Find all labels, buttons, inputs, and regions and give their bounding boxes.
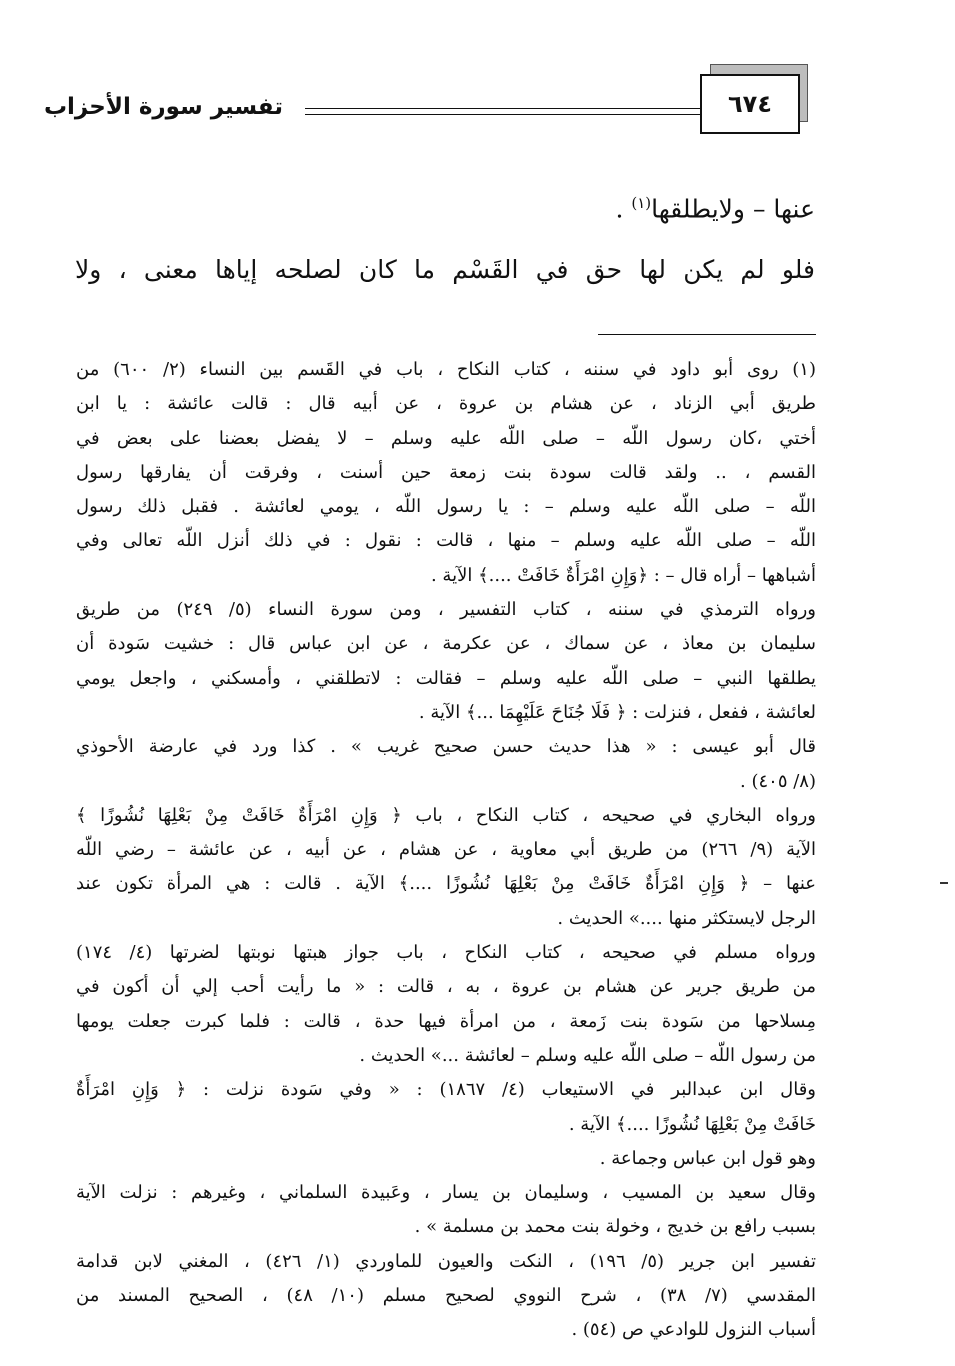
footnote-line: تفسير ابن جرير (٥/ ١٩٦) ، النكت والعيون للماوردي (١/ ٤٢٦) ، المغني لابن قدامة: [76, 1250, 816, 1272]
body-line-2: فلو لم يكن لها حق في القَسْم ما كان لصلحه إياها معنى ، ولا: [75, 255, 815, 284]
footnote-line: أختي ،كان رسول اللّه – صلى اللّه عليه وسلم – لا يفضل بعضنا على بعض في: [76, 427, 816, 449]
footnote-line: خَافَتْ مِنْ بَعْلِهَا نُشُوزًا ....﴾ الآية .: [568, 1113, 816, 1135]
footnote-line: (٨/ ٤٠٥) .: [740, 770, 816, 792]
footnote-line: وهو قول ابن عباس وجماعة .: [599, 1147, 816, 1169]
running-title: تفسير سورة الأحزاب: [43, 94, 283, 120]
footnote-line: يطلقها النبي – صلى اللّه عليه وسلم – فقالت : لاتطلقني ، وأمسكني ، واجعل يومي: [76, 667, 816, 689]
footnote-line: الآية (٩/ ٢٦٦) من طريق أبي معاوية ، عن هشام ، عن أبيه ، عن عائشة – رضي اللّه: [76, 839, 816, 861]
footnote-line: من رسول اللّه – صلى اللّه عليه وسلم – لعائشة ...» الحديث .: [359, 1044, 816, 1066]
footnote-line: قال أبو عيسى : « هذا حديث حسن صحيح غريب » . كذا ورد في عارضة الأحوذي: [76, 736, 816, 758]
footnote-line: (١) روى أبو داود في سننه ، كتاب النكاح ، باب في القَسم بين النساء (٢/ ٦٠٠) من: [76, 359, 816, 380]
footnote-reference: (١): [631, 194, 652, 212]
footnote-line: سليمان بن معاذ ، عن سماك ، عن عكرمة ، عن ابن عباس قال : خشيت سَودة أن: [76, 633, 816, 655]
footnote-line: وقال ابن عبدالبر في الاستيعاب (٤/ ١٨٦٧) : « وفي سَودة نزلت : ﴿ وَإِنِ امْرَأَةٌ: [76, 1079, 816, 1101]
footnote-line: من طريق جرير عن هشام بن عروة ، به ، قالت : « ما رأيت أحب إلي أن أكون في: [76, 976, 816, 998]
footnote-line: لعائشة ، ففعل ، فنزلت : ﴿ فَلَا جُنَاحَ عَلَيْهِمَا ...﴾ الآية .: [418, 701, 816, 723]
footnote-line: اللّه – صلى اللّه عليه وسلم – منها ، قالت : نقول : في ذلك أنزل اللّه تعالى وفي: [76, 530, 816, 552]
footnote-line: المقدسي (٧/ ٣٨) ، شرح النووي لصحيح مسلم (١٠/ ٤٨) ، الصحيح المسند من: [76, 1285, 816, 1307]
footnote-separator: [598, 334, 816, 335]
page-header: [0, 62, 955, 142]
footnote-line: ورواه مسلم في صحيحه ، كتاب النكاح ، باب جواز هبتها نوبتها لضرتها (٤/ ١٧٤): [76, 942, 816, 964]
body-line-1: [75, 183, 815, 229]
page-number-box: [700, 74, 800, 134]
footnote-line: مِسلاحها من سَودة بنت زَمعة ، من امرأة فيها حدة ، قالت : فلما كبرت جعلت يومها: [76, 1010, 816, 1032]
footnote-line: القسم ، .. ولقد قالت سودة بنت زمعة حين أسنت ، وفرقت أن يفارقها رسول: [76, 461, 816, 483]
footnote-line: أسباب النزول للوادعي ص (٥٤) .: [571, 1319, 816, 1341]
footnote-line: طريق أبي الزناد ، عن هشام بن عروة ، عن أبيه قال : قالت عائشة : يا ابن: [76, 393, 816, 415]
footnote-line: ورواه البخاري في صحيحه ، كتاب النكاح ، باب ﴿ وَإِنِ امْرَأَةٌ خَافَتْ مِنْ بَعْلِهَا نُشُوزًا ﴾: [76, 804, 816, 826]
footnote-line: بسبب رافع بن خديج ، وخولة بنت محمد بن مسلمة » .: [414, 1216, 816, 1238]
footnote-line: اللّه – صلى اللّه عليه وسلم – : يا رسول اللّه ، يومي لعائشة . فقبل ذلك رسول: [76, 496, 816, 518]
footnote-line: الرجل لايستكثر منها ....» الحديث .: [557, 907, 816, 929]
footnote-line: وقال سعيد بن المسيب ، وسليمان بن يسار ، وعَبيدة السلماني ، وغيرهم : نزلت الآية: [76, 1182, 816, 1204]
header-rule: [305, 108, 700, 115]
margin-mark: [940, 882, 948, 884]
footnotes: [76, 353, 816, 1348]
footnote-line: أشباهها – أراه قال – : ﴿وَإِنِ امْرَأَةٌ خَافَتْ ....﴾ الآية .: [430, 564, 816, 586]
footnote-line: ورواه الترمذي في سننه ، كتاب التفسير ، ومن سورة النساء (٥/ ٢٤٩) من طريق: [76, 599, 816, 621]
body-line-1-end: .: [615, 194, 632, 224]
footnote-line: عنها – ﴿ وَإِنِ امْرَأَةٌ خَافَتْ مِنْ بَعْلِهَا نُشُوزًا ....﴾ الآية . قالت : هي المرأة تكون عند: [76, 873, 816, 895]
page-number: ٦٧٤: [728, 90, 772, 118]
body-line-1-text: عنها – ولايطلقها: [651, 194, 815, 224]
